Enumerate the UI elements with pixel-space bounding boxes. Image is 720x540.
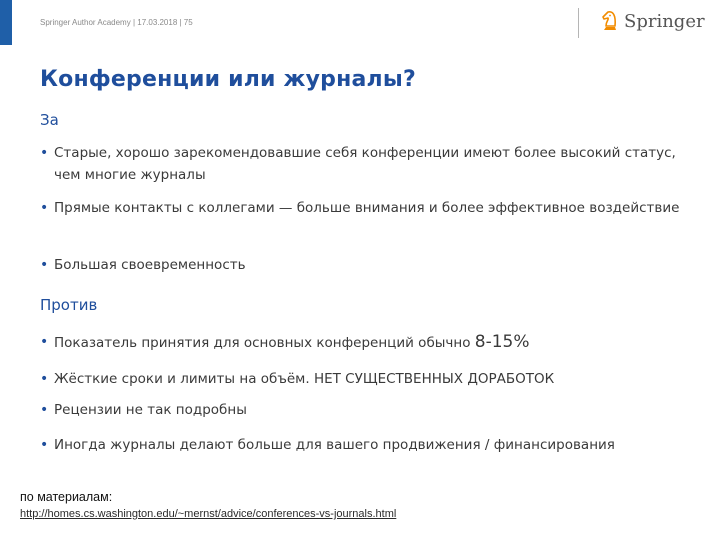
bullet-icon: • <box>40 257 49 273</box>
list-item-text: Старые, хорошо зарекомендовавшие себя конференции имеют более высокий статус, чем многие журналы <box>54 145 676 183</box>
list-item-text: Прямые контакты с коллегами — больше внимания и более эффективное воздействие <box>54 200 680 216</box>
list-item-text <box>40 331 690 354</box>
source-link[interactable]: http://homes.cs.washington.edu/~mernst/advice/conferences-vs-journals.html <box>20 508 397 520</box>
list-item-text: Жёсткие сроки и лимиты на объём. НЕТ СУЩЕСТВЕННЫХ ДОРАБОТОК <box>54 371 555 387</box>
acceptance-rate-value: 8-15% <box>474 332 530 352</box>
list-item <box>40 142 690 186</box>
list-item <box>40 399 690 421</box>
header-accent-bar <box>0 0 12 45</box>
list-item <box>40 197 690 219</box>
bullet-icon: • <box>40 200 49 216</box>
list-item-text: Большая своевременность <box>54 257 246 273</box>
chess-knight-icon <box>600 10 620 32</box>
con-heading: Против <box>40 296 98 314</box>
header-divider <box>578 8 579 38</box>
pro-heading: За <box>40 111 59 129</box>
bullet-icon: • <box>40 371 49 387</box>
bullet-icon: • <box>40 437 49 453</box>
list-item-text: Рецензии не так подробны <box>54 402 247 418</box>
bullet-icon: • <box>40 402 49 418</box>
list-item <box>40 331 690 354</box>
source-label: по материалам: <box>20 490 113 504</box>
bullet-icon: • <box>40 334 49 350</box>
list-item-text: Иногда журналы делают больше для вашего продвижения / финансирования <box>54 437 615 453</box>
list-item <box>40 434 690 456</box>
slide-title: Конференции или журналы? <box>40 67 416 92</box>
logo-text: Springer <box>624 10 705 32</box>
bullet-icon: • <box>40 145 49 161</box>
acceptance-rate-text: Показатель принятия для основных конференций обычно <box>54 335 475 351</box>
header-info: Springer Author Academy | 17.03.2018 | 75 <box>40 18 193 27</box>
springer-logo <box>600 10 705 32</box>
list-item <box>40 254 690 276</box>
list-item <box>40 368 690 390</box>
